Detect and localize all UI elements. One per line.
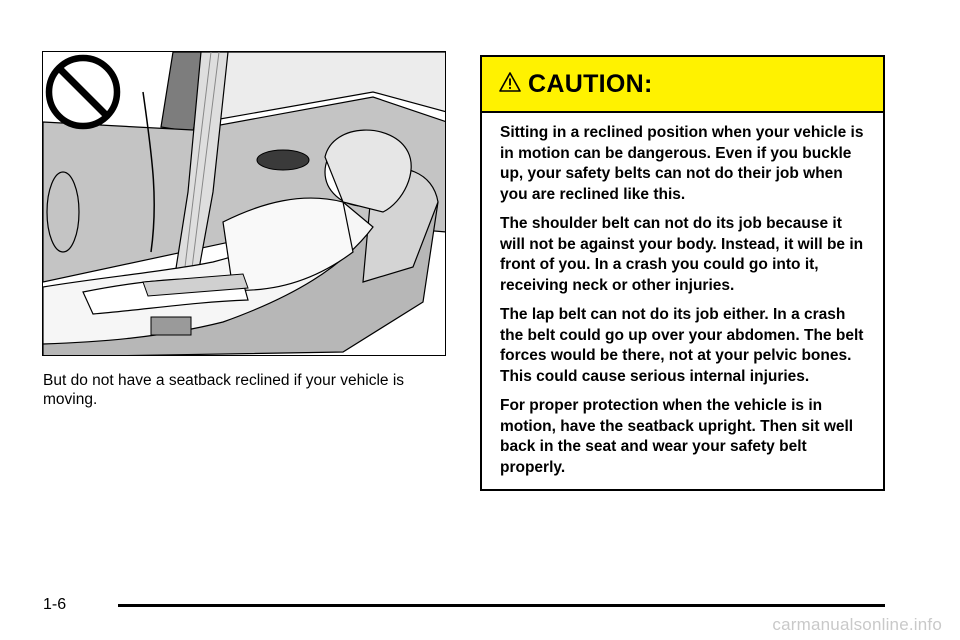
caution-box [480,55,885,491]
reclined-passenger-illustration [42,51,446,356]
no-symbol-icon [49,58,117,126]
caution-header [482,57,883,113]
caution-paragraph: For proper protection when the vehicle is in motion, have the seatback upright. Then sit well back in the seat and wear your safety belt properly. [500,397,854,476]
caution-title: CAUTION: [528,69,653,98]
body-text-caption: But do not have a seatback reclined if your vehicle is moving. [43,372,405,408]
watermark: carmanualsonline.info [772,615,942,634]
page-number: 1-6 [43,596,67,613]
warning-triangle-icon [498,71,522,93]
caution-paragraph: Sitting in a reclined position when your vehicle is in motion can be dangerous. Even if you buckle up, your safety belts can not do their job when you are reclined like this. [500,124,864,203]
caution-paragraph: The lap belt can not do its job either. In a crash the belt could go up over your abdomen. The belt forces would be there, not at your pelvic bones. This could cause serious internal injuries. [500,306,864,385]
caution-paragraph: The shoulder belt can not do its job because it will not be against your body. Instead, it will be in front of you. In a crash you could go into it, receiving neck or other injuries. [500,215,864,294]
footer-rule [118,604,885,607]
caution-body [482,113,883,478]
